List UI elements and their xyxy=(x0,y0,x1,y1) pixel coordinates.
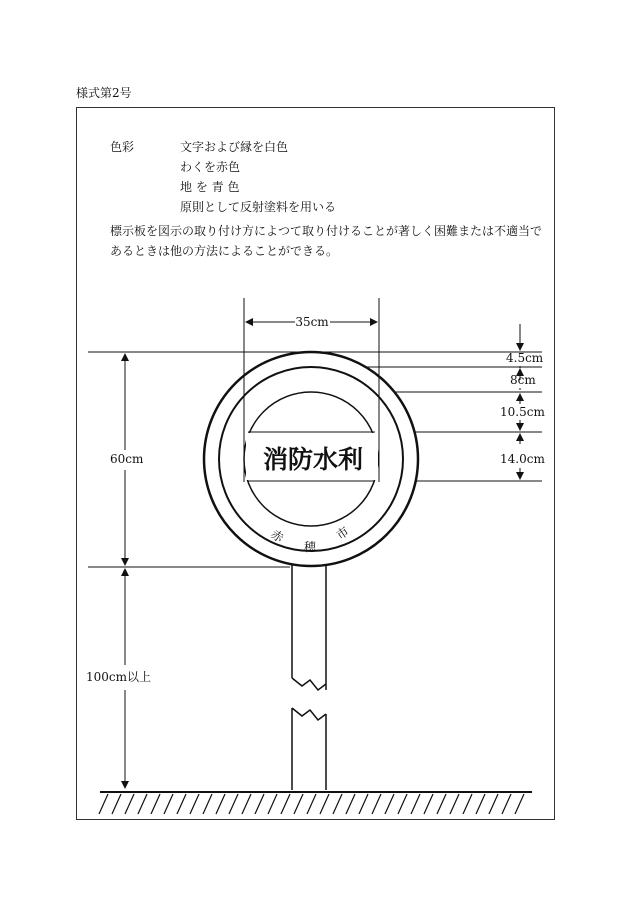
hatch-mark xyxy=(190,794,199,814)
hatch-mark xyxy=(203,794,212,814)
hatch-mark xyxy=(242,794,251,814)
text-band-label: 14.0cm xyxy=(500,452,545,466)
width-label: 35cm xyxy=(295,315,329,329)
city-char-3: 市 xyxy=(333,524,352,543)
ground-hatch xyxy=(99,794,524,814)
city-char-2: 穂 xyxy=(304,540,317,554)
total-height-label: 60cm xyxy=(110,452,144,466)
hatch-mark xyxy=(112,794,121,814)
sign-post xyxy=(292,565,326,790)
inner-gap-label: 10.5cm xyxy=(500,405,545,419)
hatch-mark xyxy=(151,794,160,814)
spec-line-1: 文字および縁を白色 xyxy=(180,140,289,154)
hatch-mark xyxy=(138,794,147,814)
hatch-mark xyxy=(398,794,407,814)
hatch-mark xyxy=(333,794,342,814)
hatch-mark xyxy=(320,794,329,814)
hatch-mark xyxy=(125,794,134,814)
ring-band-label: 8cm xyxy=(510,373,536,387)
hatch-mark xyxy=(463,794,472,814)
hatch-mark xyxy=(268,794,277,814)
note-line-2: あるときは他の方法によることができる。 xyxy=(110,244,339,258)
hatch-mark xyxy=(281,794,290,814)
spec-line-3: 地 を 青 色 xyxy=(180,180,240,194)
top-band-label: 4.5cm xyxy=(506,351,544,365)
hatch-mark xyxy=(229,794,238,814)
city-char-1: 赤 xyxy=(268,526,287,546)
hatch-mark xyxy=(385,794,394,814)
color-label: 色彩 xyxy=(110,140,135,154)
spec-line-4: 原則として反射塗料を用いる xyxy=(180,200,337,214)
hatch-mark xyxy=(450,794,459,814)
hatch-mark xyxy=(359,794,368,814)
hatch-mark xyxy=(346,794,355,814)
hatch-mark xyxy=(476,794,485,814)
note-line-1: 標示板を図示の取り付け方によつて取り付けることが著しく困難または不適当で xyxy=(110,224,543,238)
hatch-mark xyxy=(164,794,173,814)
hatch-mark xyxy=(294,794,303,814)
hatch-mark xyxy=(437,794,446,814)
hatch-mark xyxy=(99,794,108,814)
sign-main-text: 消防水利 xyxy=(262,445,364,474)
hatch-mark xyxy=(489,794,498,814)
spec-line-2: わくを赤色 xyxy=(180,160,241,174)
hatch-mark xyxy=(177,794,186,814)
hatch-mark xyxy=(502,794,511,814)
hatch-mark xyxy=(216,794,225,814)
hatch-mark xyxy=(372,794,381,814)
form-number: 様式第2号 xyxy=(76,86,132,100)
hatch-mark xyxy=(307,794,316,814)
hatch-mark xyxy=(515,794,524,814)
hatch-mark xyxy=(255,794,264,814)
post-height-label: 100cm以上 xyxy=(86,670,152,684)
hatch-mark xyxy=(424,794,433,814)
hatch-mark xyxy=(411,794,420,814)
